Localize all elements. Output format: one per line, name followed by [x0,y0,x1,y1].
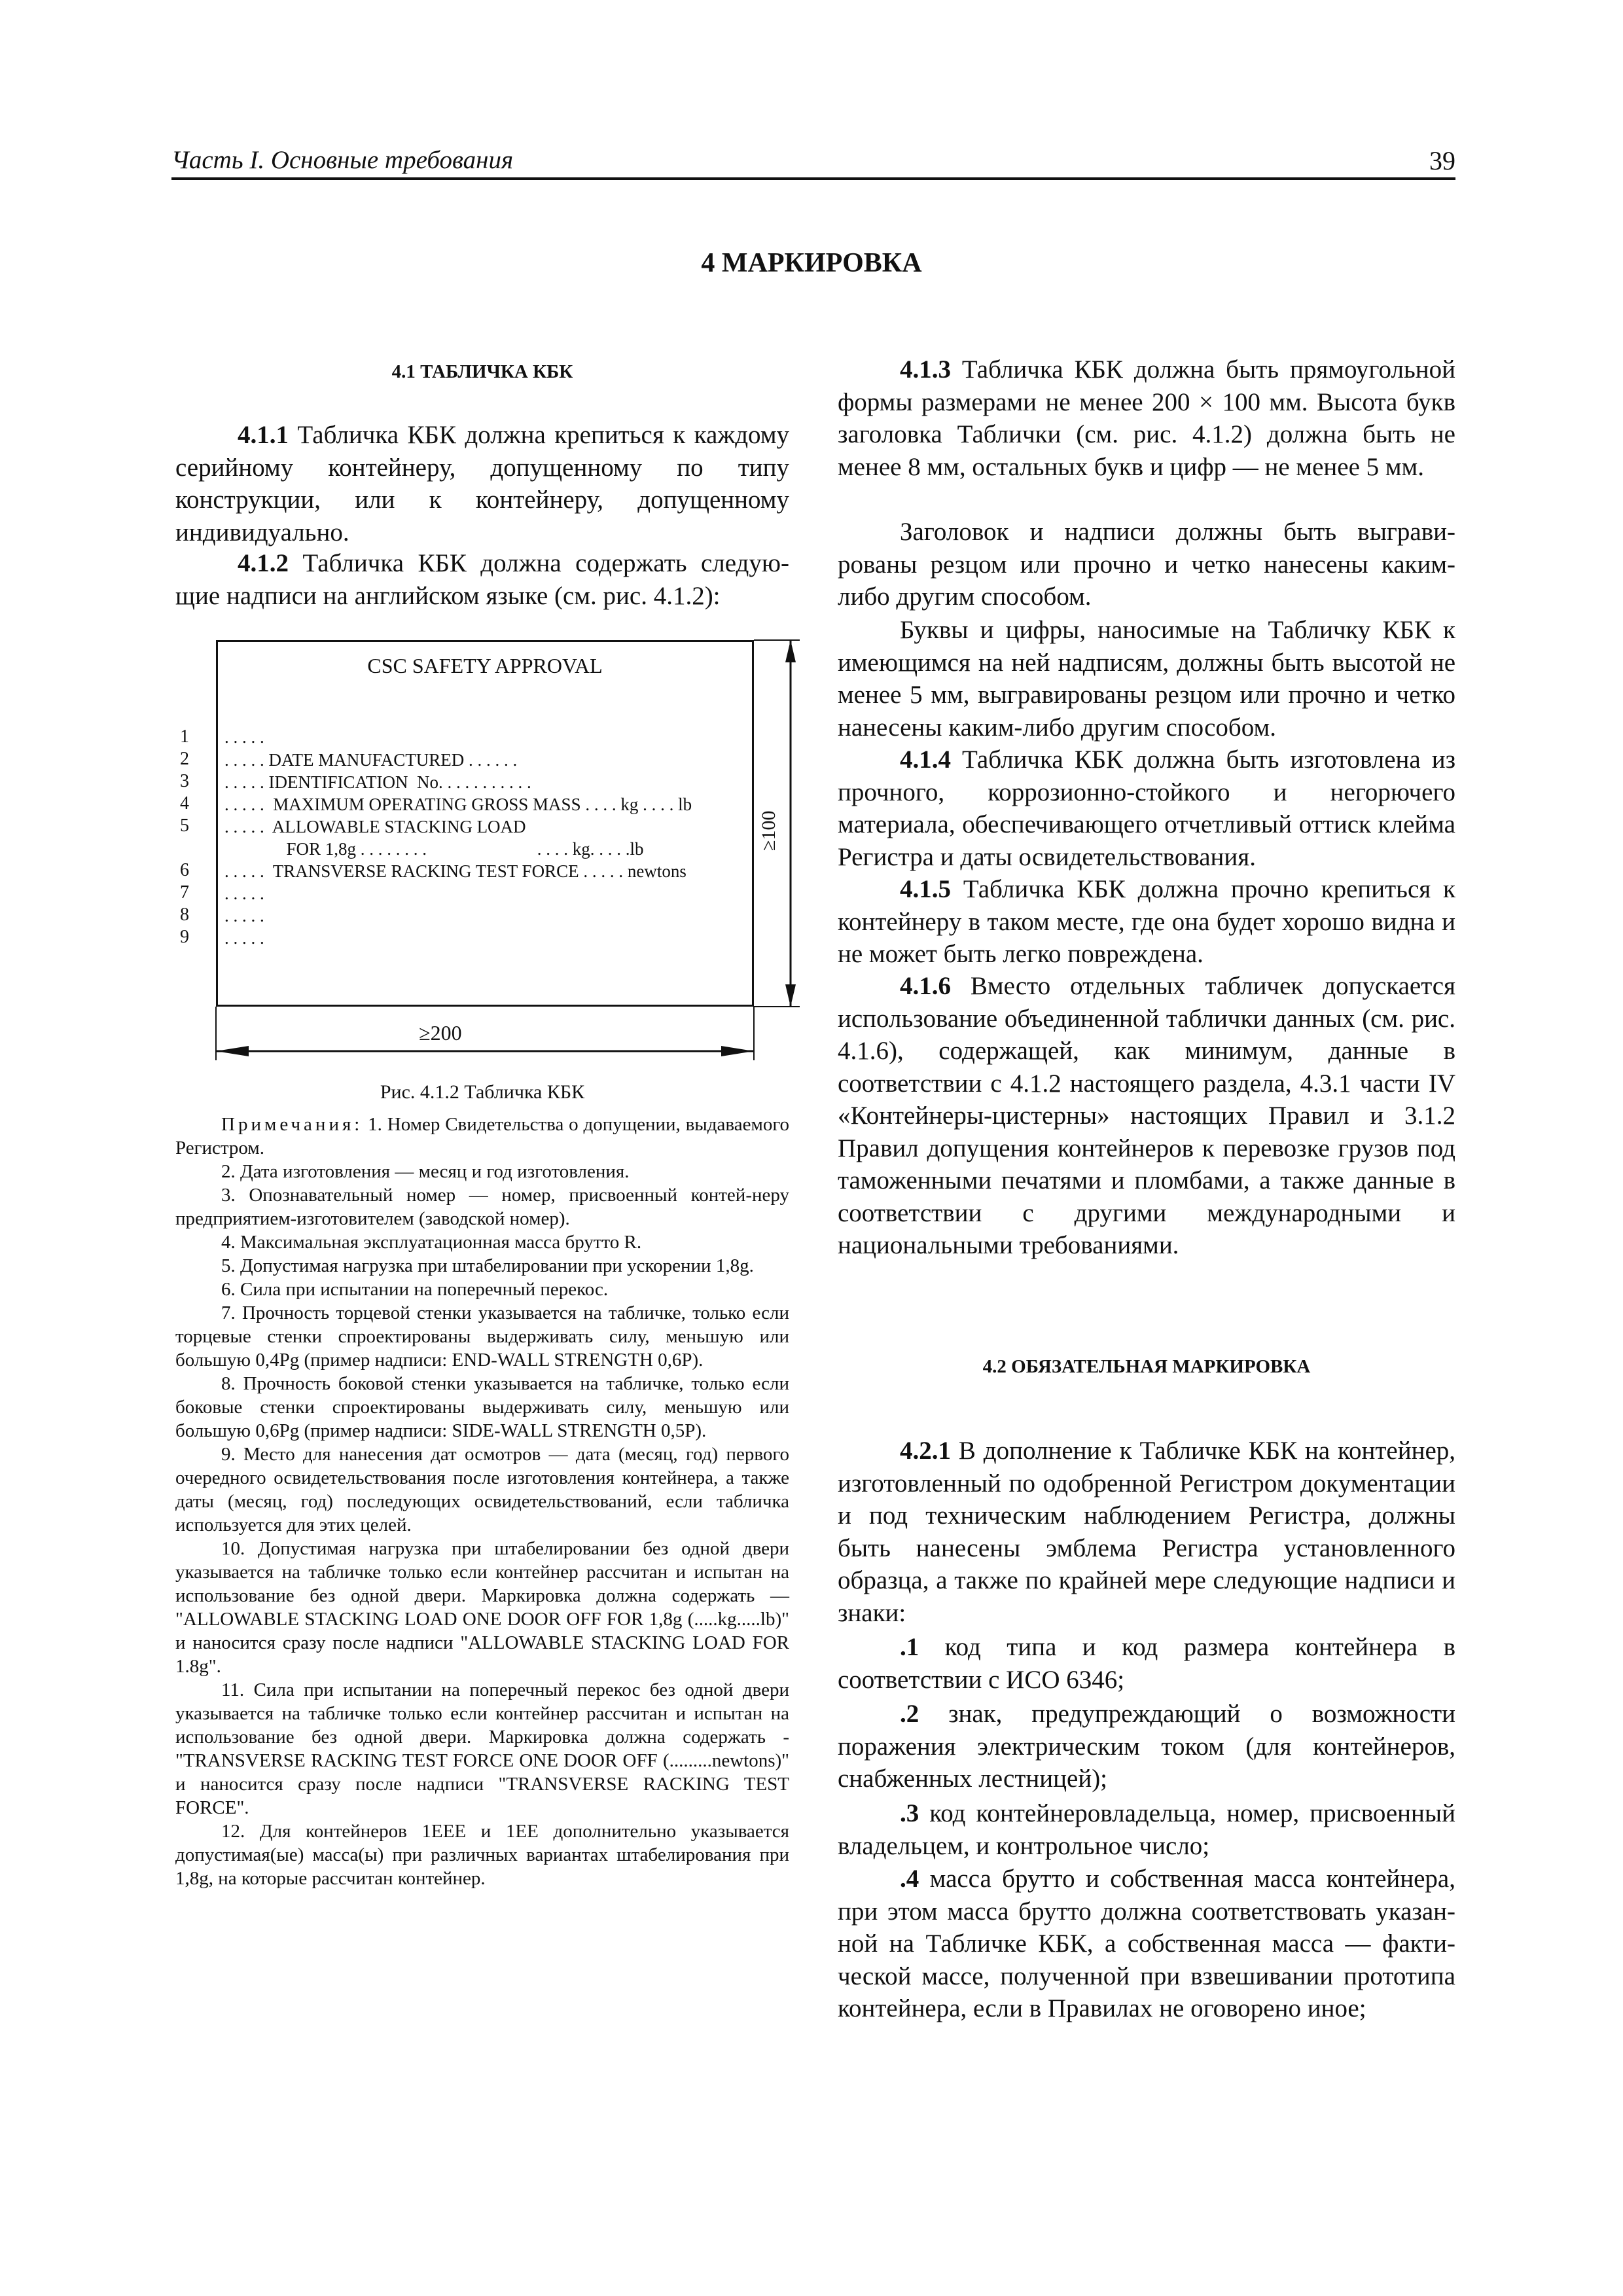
note-item: 5. Допустимая нагрузка при штабелировании при ускорении 1,8g. [221,1255,754,1276]
plate-line-number: 7 [180,882,189,903]
paragraph-4-1-3-b: Заголовок и надписи должны быть выграви-рованы резцом или прочно и четко нанесены каким-либо другим способом. [838,518,1455,611]
dim-height-label: ≥100 [758,810,779,851]
list-item-4 [838,1863,1455,2025]
dim-width-label: ≥200 [419,1021,462,1045]
plate-line: . . . . . [224,928,264,948]
para-text: Вместо отдельных табличек допускается использование объединенной таблички данных (см. рис. 4.1.6), содержащей, как минимум, данные в соответствии с 4.1.2 настоящего раздела, 4.3.1 части IV «Контейнеры-цистерны» настоящих Правил и 3.1.2 Правил допущения контейнеров к перевозке грузов под таможенными печатями и пломбами, а также данные в соответствии с другими международными и национальными требованиями. [838,972,1455,1259]
para-text: Табличка КБК должна быть прямоугольной формы размерами не менее 200 × 100 мм. Высота букв заголовка Таблички (см. рис. 4.1.2) должна быть не менее 8 мм, остальных букв и цифр — не менее 5 мм. [838,355,1455,481]
note-item: 3. Опознавательный номер — номер, присвоенный контей-неру предприятием-изготовителем (заводской номер). [175,1185,789,1229]
list-item-2 [838,1698,1455,1795]
note-item: 2. Дата изготовления — месяц и год изготовления. [221,1161,630,1182]
plate-line: . . . . . MAXIMUM OPERATING GROSS MASS . . . . kg . . . . lb [224,795,692,814]
item-number: .1 [900,1633,919,1661]
note-item: 11. Сила при испытании на поперечный перекос без одной двери указывается на табличке только если контейнер рассчитан и испытан на использование без одной двери. Маркировка должна содержать - "TRANSVERSE RACKING TEST FORCE ONE DOOR OFF (.........newtons)" и наносится сразу после надписи "TRANSVERSE RACKING TEST FORCE". [175,1679,789,1818]
para-number: 4.1.3 [900,355,951,384]
note-item: 9. Место для нанесения дат осмотров — дата (месяц, год) первого очередного освидетельствования после изготовления контейнера, а также даты (месяц, год) последующих освидетельствований, если табличка используется для этих целей. [175,1444,789,1535]
item-number: .4 [900,1865,919,1893]
paragraph-4-1-5 [838,873,1455,971]
plate-line-number: 6 [180,860,189,880]
plate-line-number: 5 [180,816,189,836]
heading-4-2: 4.2 ОБЯЗАТЕЛЬНАЯ МАРКИРОВКА [982,1356,1311,1377]
notes-label: Примечания: [221,1114,363,1135]
plate-line: . . . . . TRANSVERSE RACKING TEST FORCE . . . . . newtons [224,861,687,881]
plate-line: FOR 1,8g . . . . . . . . . . . . kg. . . . .lb [224,839,644,859]
list-item-1 [838,1631,1455,1696]
item-text: знак, предупреждающий о возможности поражения электрическим током (для контейнеров, снабженных лестницей); [838,1700,1455,1793]
para-text: Табличка КБК должна прочно крепиться к контейнеру в таком месте, где она будет хорошо видна и не может быть легко повреждена. [838,875,1455,968]
para-text: Табличка КБК должна быть изготовлена из прочного, коррозионно-стойкого и негорючего материала, обеспечивающего отчетливый оттиск клейма Регистра и даты освидетельствования. [838,745,1455,871]
plate-line: . . . . . [224,727,264,747]
heading-4-1: 4.1 ТАБЛИЧКА КБК [391,361,573,382]
plate-line: . . . . . [224,906,264,925]
paragraph-4-1-6 [838,970,1455,1262]
arrow-down-icon [785,984,796,1007]
para-number: 4.2.1 [900,1437,951,1465]
note-item: 8. Прочность боковой стенки указывается на табличке, только если боковые стенки спроектированы выдерживать силу, меньшую или большую 0,6Pg (пример надписи: SIDE-WALL STRENGTH 0,5P). [175,1373,789,1441]
para-number: 4.1.1 [238,421,289,449]
item-number: .3 [900,1799,919,1827]
note-item: 7. Прочность торцевой стенки указывается на табличке, только если торцевые стенки спроектированы выдерживать силу, меньшую или большую 0,4Pg (пример надписи: END-WALL STRENGTH 0,6P). [175,1302,789,1371]
note-item: 12. Для контейнеров 1EEE и 1EE дополнительно указывается допустимая(ые) масса(ы) при различных вариантах штабелирования при 1,8g, на которые рассчитан контейнер. [175,1821,789,1889]
arrow-left-icon [216,1046,249,1056]
note-item: 6. Сила при испытании на поперечный перекос. [221,1279,609,1300]
paragraph-4-1-4 [838,744,1455,873]
plate-line-number: 4 [180,793,189,814]
item-text: код контейнеровладельца, номер, присвоенный владельцем, и контрольное число; [838,1799,1455,1860]
paragraph-4-1-3 [838,353,1455,483]
arrow-right-icon [721,1046,754,1056]
plate-line-number: 3 [180,771,189,791]
list-item-3 [838,1797,1455,1862]
note-item: 4. Максимальная эксплуатационная масса брутто R. [221,1232,642,1253]
para-text: В дополнение к Табличке КБК на контейнер, изготовленный по одобренной Регистром документации и под техническим наблюдением Регистра, должны быть нанесены эмблема Регистра установленного образца, а также по крайней мере следующие надписи и знаки: [838,1437,1455,1627]
plate-line-number: 8 [180,905,189,925]
plate-line-number: 2 [180,749,189,769]
note-item: Примечания: 1. Номер Свидетельства о допущении, выдаваемого Регистром. [175,1114,789,1158]
plate-line: . . . . . ALLOWABLE STACKING LOAD [224,817,526,836]
page-number: 39 [1429,146,1455,175]
figure-caption: Рис. 4.1.2 Табличка КБК [380,1081,585,1103]
para-number: 4.1.6 [900,972,951,1000]
para-number: 4.1.5 [900,875,951,903]
para-text: Табличка КБК должна крепиться к каждому серийному контейнеру, допущенному по типу конструкции, или к контейнеру, допущенному индивидуально. [175,421,789,547]
note-item: 10. Допустимая нагрузка при штабелировании без одной двери указывается на табличке только если контейнер рассчитан и испытан на использование без одной двери. Маркировка должна содержать — "ALLOWABLE STACKING LOAD ONE DOOR OFF FOR 1,8g (.....kg.....lb)" и наносится сразу после надписи "ALLOWABLE STACKING LOAD FOR 1.8g". [175,1538,789,1677]
arrow-up-icon [785,640,796,662]
item-text: код типа и код размера контейнера в соответствии с ИСО 6346; [838,1633,1455,1694]
paragraph-4-2-1 [838,1435,1455,1629]
plate-line-number: 9 [180,927,189,947]
para-text: Табличка КБК должна содержать следую-щие надписи на английском языке (см. рис. 4.1.2): [175,549,789,610]
plate-line-number: 1 [180,726,189,747]
para-number: 4.1.2 [238,549,289,577]
paragraph-4-1-3-c: Буквы и цифры, наносимые на Табличку КБК к имеющимся на ней надписям, должны быть высотой не менее 5 мм, выгравированы резцом или прочно и четко нанесены каким-либо другим способом. [838,616,1455,742]
plate-title: CSC SAFETY APPROVAL [367,654,603,677]
plate-line: . . . . . IDENTIFICATION No. . . . . . . . . . . [224,772,531,792]
chapter-title: 4 МАРКИРОВКА [701,248,922,278]
figure-notes [175,1113,789,1890]
item-text: масса брутто и собственная масса контейнера, при этом масса брутто должна соответствовать указан-ной на Табличке КБК, а собственная масса — факти-ческой массе, полученной при взвешивании прототипа контейнера, если в Правилах не оговорено иное; [838,1865,1455,2022]
item-number: .2 [900,1700,919,1728]
running-header-section: Часть I. Основные требования [171,146,514,174]
para-number: 4.1.4 [900,745,951,774]
plate-line: . . . . . [224,884,264,903]
plate-line: . . . . . DATE MANUFACTURED . . . . . . [224,750,518,770]
